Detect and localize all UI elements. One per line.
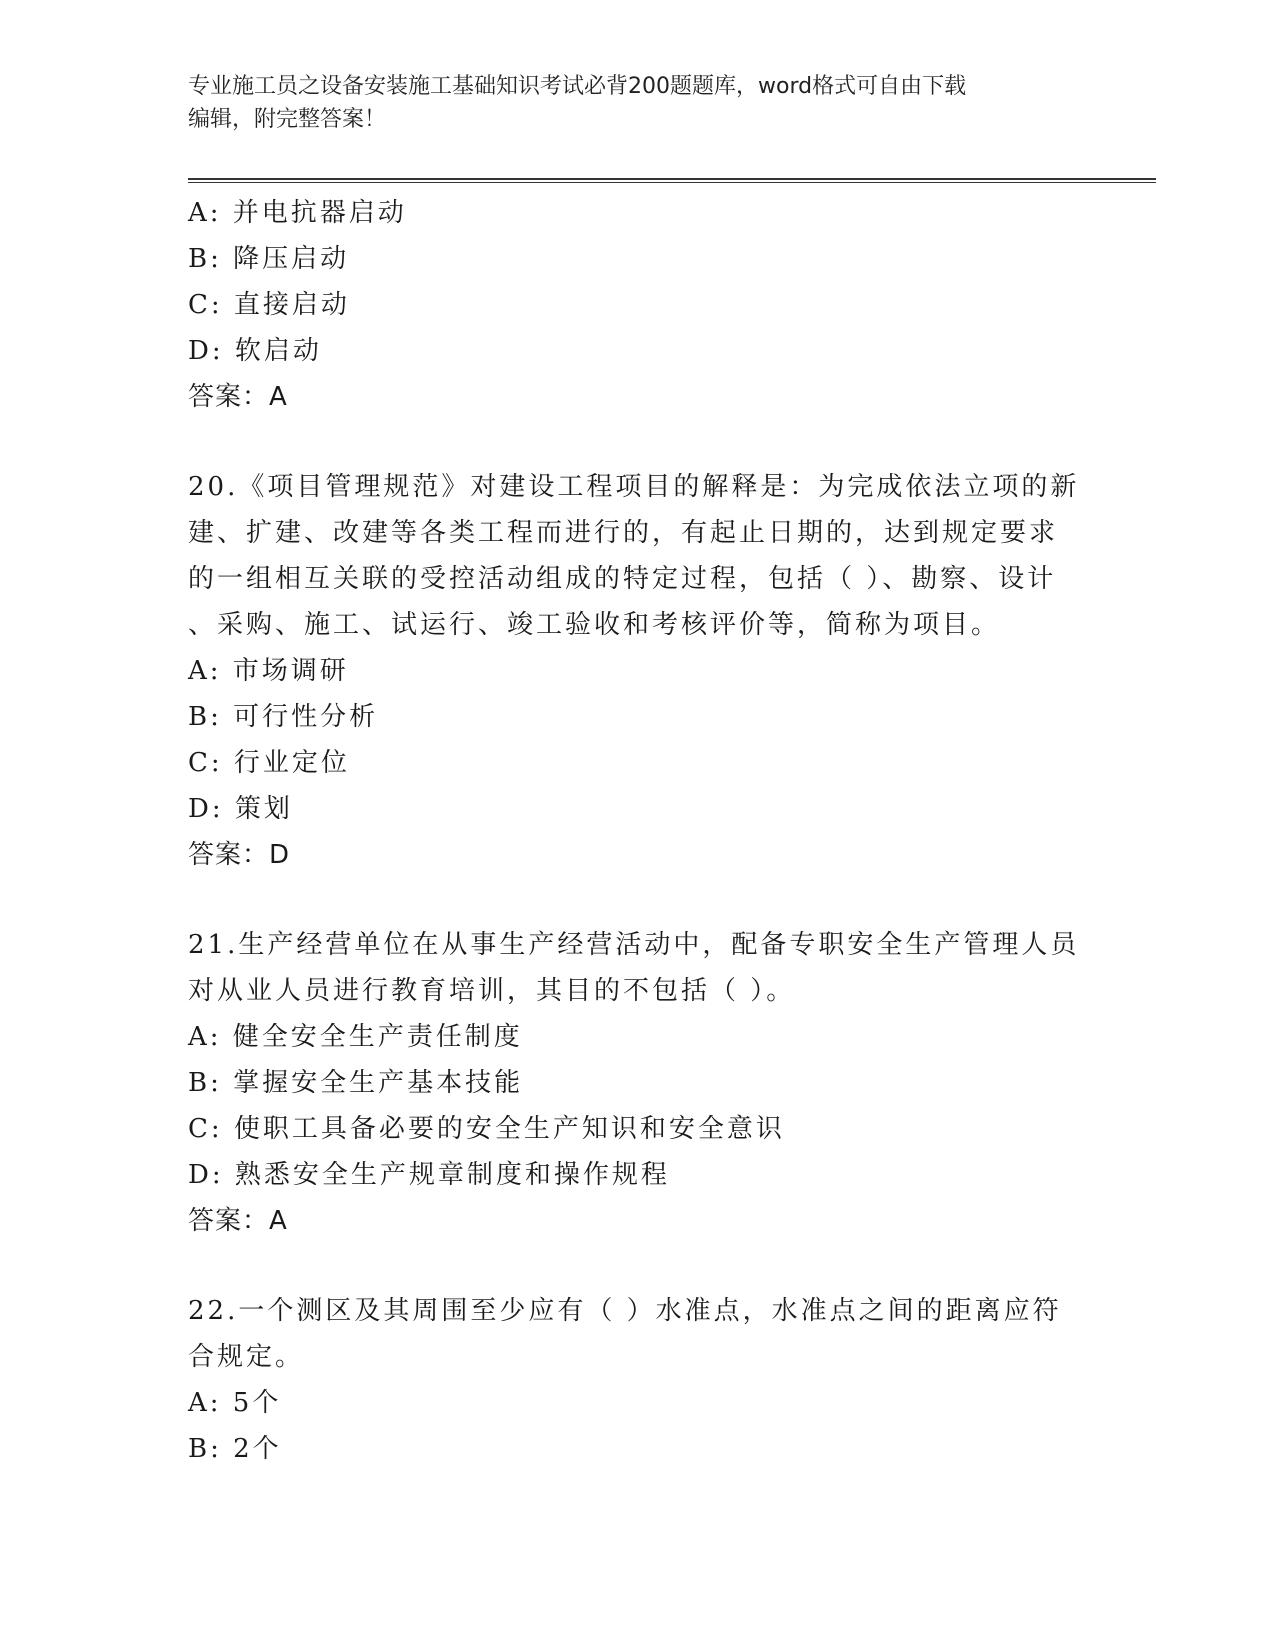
question-line: 合规定。 — [188, 1342, 305, 1372]
option-b: B: 2个 — [188, 1434, 282, 1464]
header-title-line-2: 编辑，附完整答案！ — [188, 107, 387, 132]
option-c: C: 直接启动 — [188, 290, 350, 320]
answer: 答案：A — [188, 1206, 288, 1236]
question-line: 20.《项目管理规范》对建设工程项目的解释是：为完成依法立项的新 — [188, 472, 1080, 502]
question-line: 的一组相互关联的受控活动组成的特定过程，包括（ ）、勘察、设计 — [188, 564, 1057, 594]
question-text — [188, 922, 1088, 1014]
option-a: A: 健全安全生产责任制度 — [188, 1022, 523, 1052]
document-header — [188, 70, 1068, 136]
option-a: A: 5个 — [188, 1388, 282, 1418]
question-line: 对从业人员进行教育培训，其目的不包括（ ）。 — [188, 976, 796, 1006]
question-text — [188, 464, 1088, 648]
option-a: A: 并电抗器启动 — [188, 198, 407, 228]
option-d: D: 熟悉安全生产规章制度和操作规程 — [188, 1160, 670, 1190]
question-20 — [188, 464, 1088, 878]
option-d: D: 策划 — [188, 794, 293, 824]
answer: 答案：D — [188, 840, 291, 870]
question-line: 、采购、施工、试运行、竣工验收和考核评价等，简称为项目。 — [188, 610, 1001, 640]
question-text — [188, 1288, 1088, 1380]
header-divider — [188, 178, 1156, 183]
document-body — [188, 190, 1088, 1472]
header-title-line-1: 专业施工员之设备安装施工基础知识考试必背200题题库，word格式可自由下载 — [188, 74, 967, 99]
option-b: B: 掌握安全生产基本技能 — [188, 1068, 524, 1098]
option-d: D: 软启动 — [188, 336, 322, 366]
question-line: 建、扩建、改建等各类工程而进行的，有起止日期的，达到规定要求 — [188, 518, 1059, 548]
question-21 — [188, 922, 1088, 1244]
answer: 答案：A — [188, 382, 288, 412]
option-b: B: 可行性分析 — [188, 702, 379, 732]
option-c: C: 使职工具备必要的安全生产知识和安全意识 — [188, 1114, 785, 1144]
question-22 — [188, 1288, 1088, 1472]
option-a: A: 市场调研 — [188, 656, 349, 686]
option-c: C: 行业定位 — [188, 748, 350, 778]
question-line: 22.一个测区及其周围至少应有（ ）水准点，水准点之间的距离应符 — [188, 1296, 1062, 1326]
question-19 — [188, 190, 1088, 420]
question-line: 21.生产经营单位在从事生产经营活动中，配备专职安全生产管理人员 — [188, 930, 1080, 960]
option-b: B: 降压启动 — [188, 244, 350, 274]
